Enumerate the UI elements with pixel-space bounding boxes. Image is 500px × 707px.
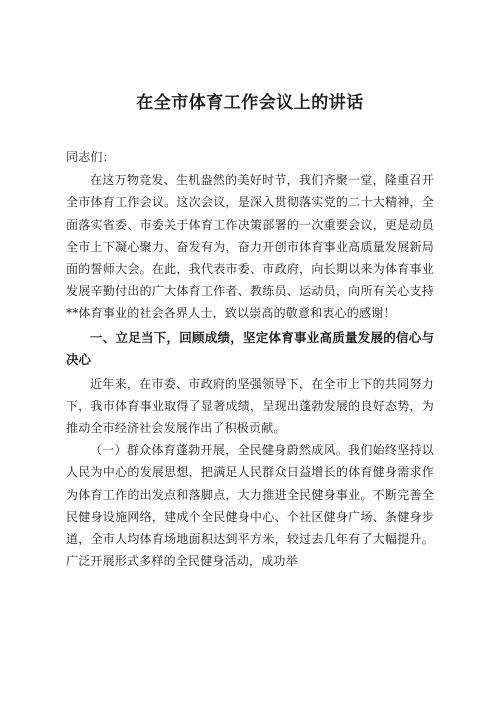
- section-heading: 一、立足当下，回顾成绩，坚定体育事业高质量发展的信心与决心: [66, 329, 434, 367]
- greeting: 同志们：: [66, 150, 115, 164]
- document-title: 在全市体育工作会议上的讲话: [136, 93, 364, 113]
- section-paragraph: 近年来，在市委、市政府的坚强领导下，在全市上下的共同努力下，我市体育事业取得了显著成绩，呈现出蓬勃发展的良好态势，为推动全市经济社会发展作出了积极贡献。: [66, 376, 434, 436]
- intro-paragraph: 在这万物竞发、生机盎然的美好时节，我们齐聚一堂，隆重召开全市体育工作会议。这次会议，是深入贯彻落实党的二十大精神，全面落实省委、市委关于体育工作决策部署的一次重要会议，更是动员全市上下凝心聚力、奋发有为，奋力开创市体育事业高质量发展新局面的誓师大会。在此，我代表市委、市政府，向长期以来为体育事业发展辛勤付出的广大体育工作者、教练员、运动员，向所有关心支持**体育事业的社会各界人士，致以崇高的敬意和衷心的感谢！: [66, 173, 434, 321]
- section-paragraph: （一）群众体育蓬勃开展，全民健身蔚然成风。我们始终坚持以人民为中心的发展思想，把满足人民群众日益增长的体育健身需求作为体育工作的出发点和落脚点，大力推进全民健身事业。不断完善全民健身设施网络，建成个全民健身中心、个社区健身广场、条健身步道，全市人均体育场地面积达到平方米，较过去几年有了大幅提升。广泛开展形式多样的全民健身活动，成功举: [66, 443, 434, 569]
- document-body: [66, 146, 434, 572]
